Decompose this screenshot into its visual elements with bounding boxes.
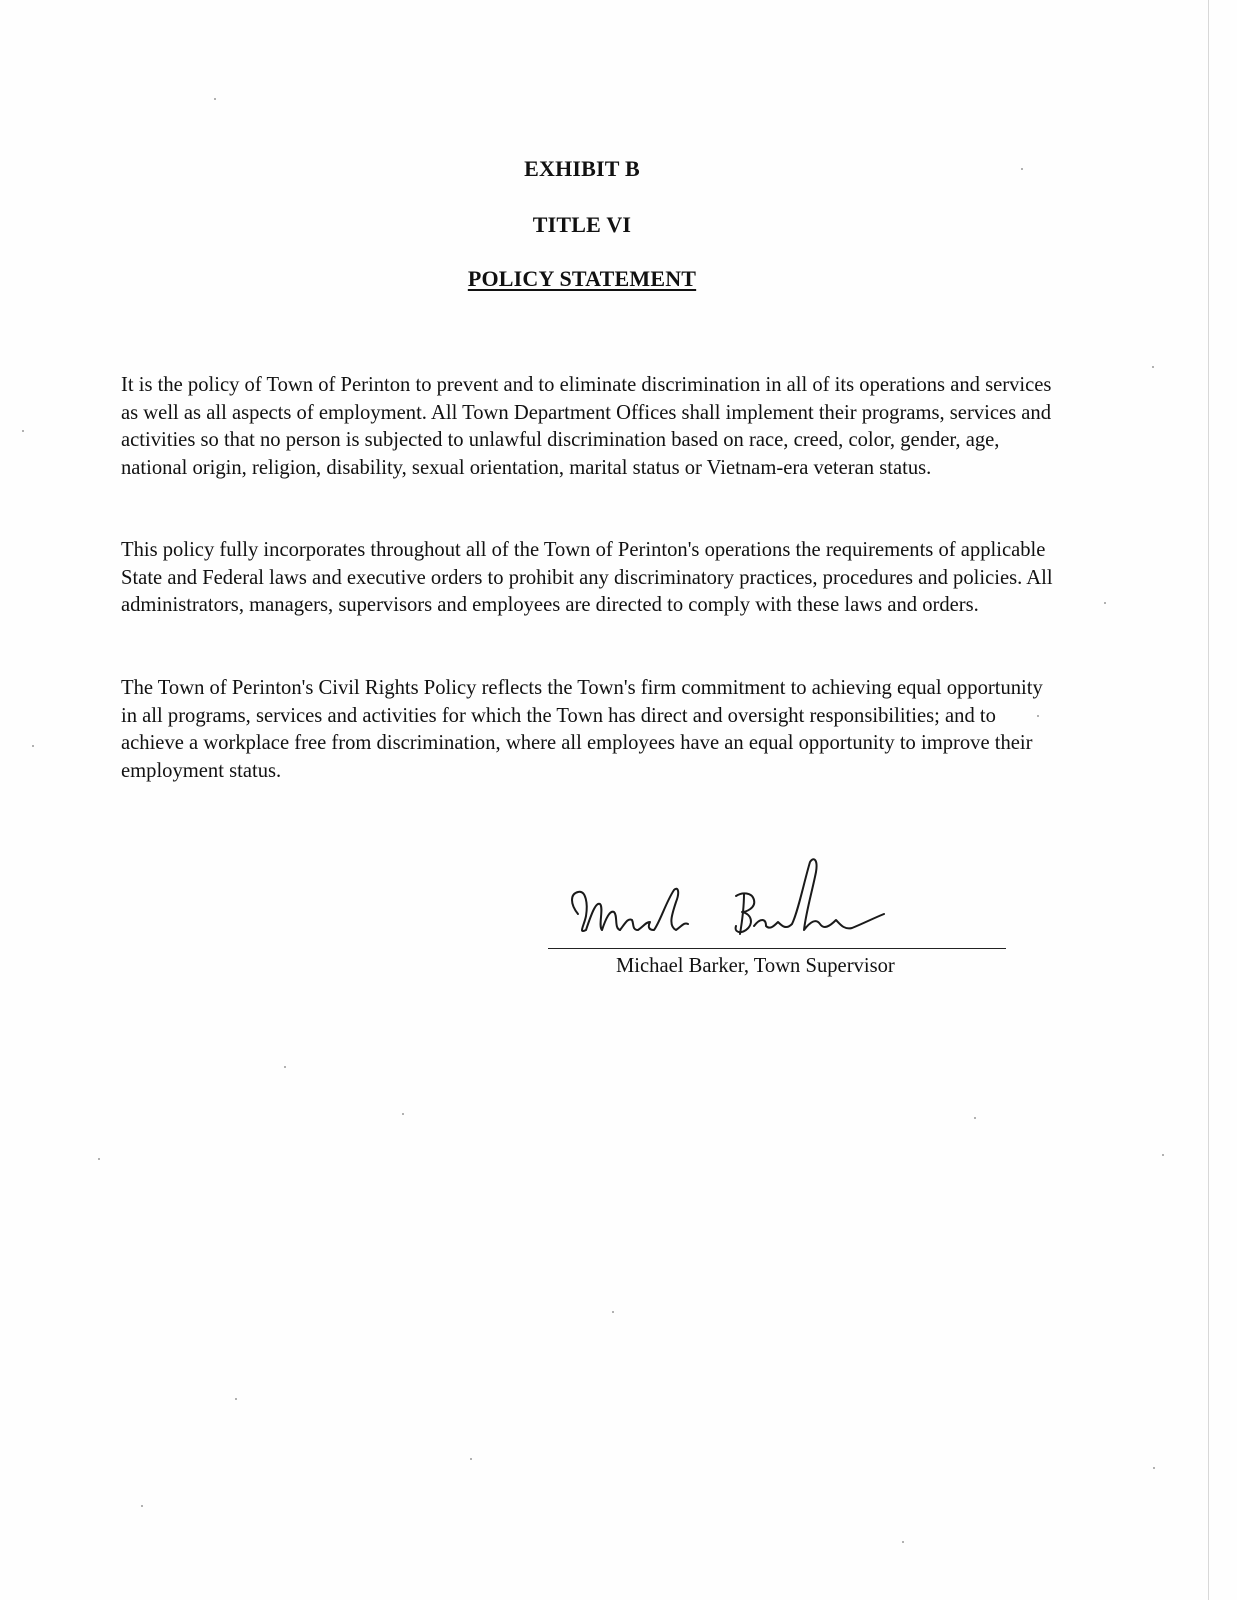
paragraph-commitment: The Town of Perinton's Civil Rights Policy reflects the Town's firm commitment to achieving equal opportunity in all programs, services and activities for which the Town has direct and oversight responsibilities; and to achieve a workplace free from discrimination, where all employees have an equal opportunity to improve their employment status.	[121, 677, 1043, 782]
scan-speck	[98, 1158, 100, 1160]
scan-speck	[235, 1398, 237, 1400]
scan-speck	[22, 430, 24, 432]
scan-speck	[974, 1117, 976, 1119]
paragraph-policy: It is the policy of Town of Perinton to prevent and to eliminate discrimination in all of its operations and services as well as all aspects of employment. All Town Department Offices shall implement their programs, services and activities so that no person is subjected to unlawful discrimination based on race, creed, color, gender, age, national origin, religion, disability, sexual orientation, marital status or Vietnam-era veteran status.	[121, 374, 1052, 479]
scan-speck	[1021, 168, 1023, 170]
page-edge	[1208, 0, 1209, 1600]
scan-speck	[1037, 715, 1039, 717]
scan-speck	[1104, 602, 1106, 604]
signatory-name: Michael Barker, Town Supervisor	[616, 955, 895, 977]
scan-speck	[284, 1066, 286, 1068]
scan-speck	[470, 1458, 472, 1460]
scan-speck	[1152, 366, 1154, 368]
exhibit-heading: EXHIBIT B	[524, 156, 640, 181]
scan-speck	[214, 98, 216, 100]
scan-speck	[402, 1113, 404, 1115]
signature-line	[548, 948, 1006, 949]
paragraph-laws: This policy fully incorporates throughout all of the Town of Perinton's operations the requirements of applicable State and Federal laws and executive orders to prohibit any discriminatory practices, procedures and policies. All administrators, managers, supervisors and employees are directed to comply with these laws and orders.	[121, 539, 1053, 616]
scan-speck	[1162, 1154, 1164, 1156]
scan-speck	[612, 1311, 614, 1313]
scan-speck	[32, 745, 34, 747]
scan-speck	[902, 1541, 904, 1543]
title-heading: TITLE VI	[532, 212, 632, 237]
scan-speck	[141, 1505, 143, 1507]
scan-speck	[1153, 1467, 1155, 1469]
policy-heading: POLICY STATEMENT	[467, 266, 697, 291]
signature-image	[548, 852, 1008, 952]
signature	[548, 852, 1008, 952]
